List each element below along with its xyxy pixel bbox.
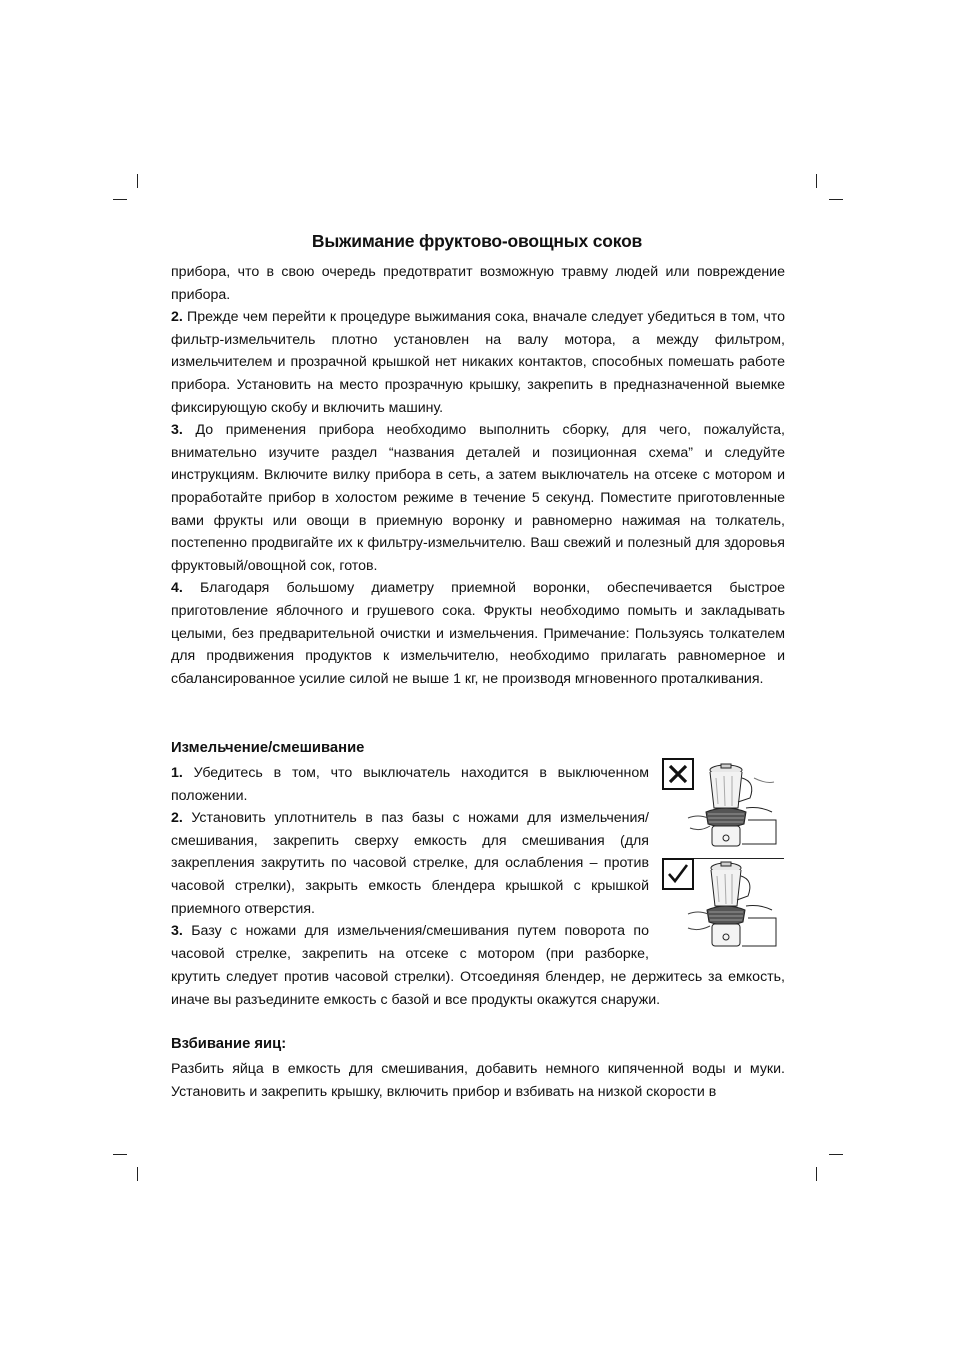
eggs-instructions <box>171 1058 785 1103</box>
step-paragraph <box>171 807 649 920</box>
crop-mark-bottom-left-vertical <box>137 1167 138 1181</box>
step-paragraph <box>171 306 785 419</box>
juicing-instructions <box>171 261 785 690</box>
crop-mark-top-left-horizontal <box>113 199 127 200</box>
step-paragraph <box>171 762 649 807</box>
step-paragraph <box>171 577 785 690</box>
step-paragraph <box>171 419 785 577</box>
blending-instructions-continued <box>171 966 785 1011</box>
step-text: До применения прибора необходимо выполнить сборку, для чего, пожалуйста, внимательно изучите раздел “названия деталей и позиционная схема” и следуйте инструкциям. Включите вилку прибора в сеть, а затем выключатель на отсеке с мотором и проработайте прибор в холостом режиме в течение 5 секунд. Поместите приготовленные вами фрукты или овощи в приемную воронку и равномерно нажимая на толкатель, постепенно продвигайте их к фильтру-измельчителю. Ваш свежий и полезный для здоровья фруктовый/овощной сок, готов. <box>171 422 785 574</box>
crop-mark-bottom-right-horizontal <box>829 1154 843 1155</box>
step-number: 4. <box>171 580 183 597</box>
step-number: 2. <box>171 810 183 827</box>
blending-instructions <box>171 762 649 965</box>
crop-mark-bottom-right-vertical <box>816 1167 817 1181</box>
section-heading-blending: Измельчение/смешивание <box>171 740 365 756</box>
blender-illustration <box>680 858 784 958</box>
step-text: Прежде чем перейти к процедуре выжимания сока, вначале следует убедиться в том, что фильтр-измельчитель плотно установлен на валу мотора, а между фильтром, измельчителем и прозрачной крышкой нет никаких контактов, способных помешать работе прибора. Установить на место прозрачную крышку, закрепить в предназначенной выемке фиксирующую скобу и включить машину. <box>171 309 785 416</box>
step-number: 3. <box>171 923 183 940</box>
blender-illustration <box>680 758 784 858</box>
step-paragraph <box>171 920 649 965</box>
step-number: 3. <box>171 422 183 439</box>
step-text: Убедитесь в том, что выключатель находится в выключенном положении. <box>171 765 649 804</box>
figure-incorrect-assembly <box>662 758 784 858</box>
intro-paragraph: прибора, что в свою очередь предотвратит возможную травму людей или повреждение прибора. <box>171 264 785 303</box>
step-text: Установить уплотнитель в паз базы с ножами для измельчения/смешивания, закрепить сверху емкость для смешивания (для закрепления закрутить по часовой стрелке, для ослабления – против часовой стрелки), закрыть емкость блендера крышкой с крышкой приемного отверстия. <box>171 810 649 917</box>
crop-mark-top-left-vertical <box>137 174 138 188</box>
page-title: Выжимание фруктово-овощных соков <box>311 231 643 251</box>
eggs-paragraph: Разбить яйца в емкость для смешивания, добавить немного кипяченной воды и муки. Установить и закрепить крышку, включить прибор и взбивать на низкой скорости в <box>171 1061 785 1100</box>
step-number: 2. <box>171 309 183 326</box>
step-number: 1. <box>171 765 183 781</box>
crop-mark-bottom-left-horizontal <box>113 1154 127 1155</box>
figure-correct-assembly <box>662 858 784 958</box>
step-text: Благодаря большому диаметру приемной воронки, обеспечивается быстрое приготовление яблочного и грушевого сока. Фрукты необходимо помыть и закладывать целыми, без предварительной очистки и измельчения. Примечание: Пользуясь толкателем для продвижения продуктов к измельчителю, необходимо прилагать равномерное и сбалансированное усилие силой не выше 1 кг, не производя мгновенного проталкивания. <box>171 580 785 687</box>
section-heading-eggs: Взбивание яиц: <box>171 1036 287 1052</box>
step-text: Базу с ножами для измельчения/смешивания путем поворота по часовой стрелке, закрепить на отсеке с мотором (при разборке, <box>171 923 649 962</box>
crop-mark-top-right-vertical <box>816 174 817 188</box>
crop-mark-top-right-horizontal <box>829 199 843 200</box>
step-continuation: крутить следует против часовой стрелки). Отсоединяя блендер, не держитесь за емкость, иначе вы разъедините емкость с базой и все продукты окажутся снаружи. <box>171 969 785 1008</box>
